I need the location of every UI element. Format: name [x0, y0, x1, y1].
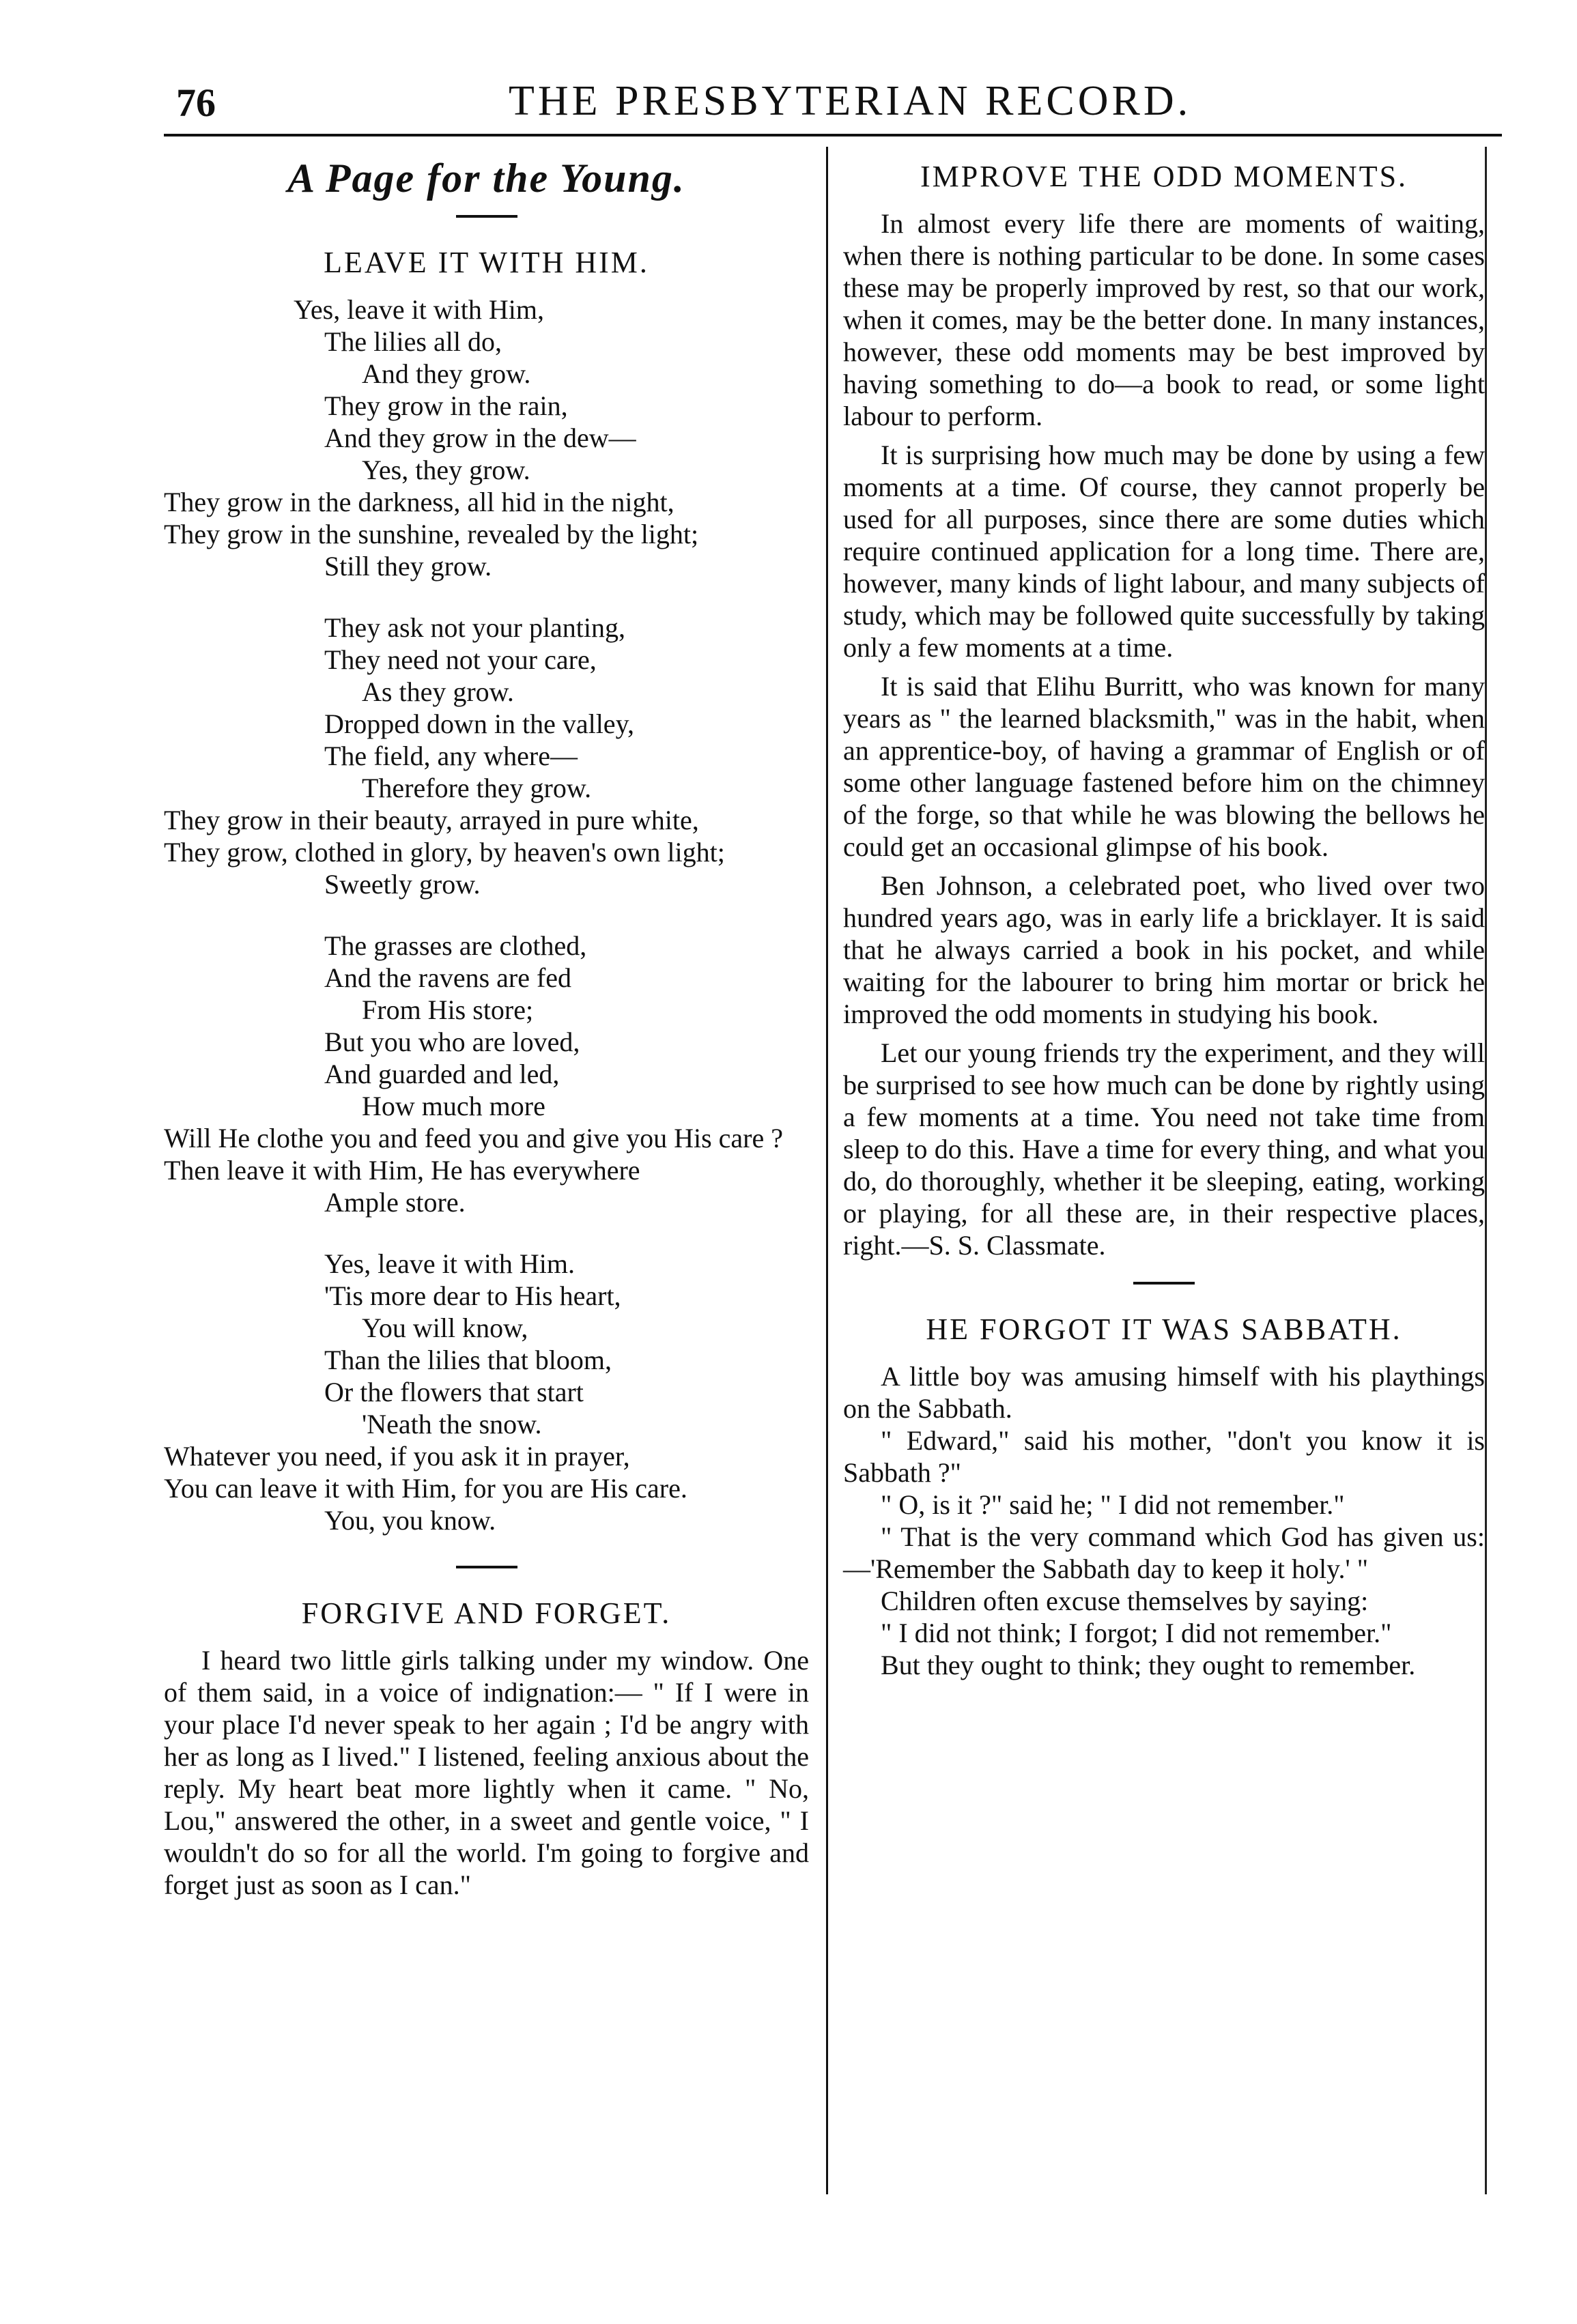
- poem-line: You, you know.: [324, 1505, 496, 1536]
- poem-line: Therefore they grow.: [362, 773, 592, 803]
- left-column: [164, 157, 809, 1901]
- poem-line: How much more: [362, 1091, 545, 1121]
- poem-line: The grasses are clothed,: [324, 930, 587, 961]
- article-paragraph: " O, is it ?" said he; " I did not remember.": [881, 1489, 1345, 1520]
- poem-line: And they grow.: [362, 358, 531, 389]
- article-divider: [1133, 1282, 1195, 1285]
- poem-line: The lilies all do,: [324, 326, 502, 357]
- story-title: FORGIVE AND FORGET.: [301, 1596, 672, 1630]
- article-paragraph: In almost every life there are moments of waiting, when there is nothing particular to be done. In some cases these may be properly improved by rest, so that our work, when it comes, may be the better done. In many instances, however, these odd moments may be best improved by having something to do—a book to read, or some light labour to perform.: [843, 208, 1485, 431]
- section-divider: [456, 215, 517, 218]
- poem-line: Or the flowers that start: [324, 1377, 584, 1407]
- article-title: HE FORGOT IT WAS SABBATH.: [926, 1312, 1402, 1346]
- poem-line: Sweetly grow.: [324, 869, 481, 900]
- poem-line: They grow, clothed in glory, by heaven's own light;: [164, 837, 725, 867]
- article-paragraph: It is said that Elihu Burritt, who was known for many years as " the learned blacksmith," was in the habit, when an apprentice-boy, of having a grammar of English or of some other language fastened before him on the chimney of the forge, so that while he was blowing the bellows he could get an occasional glimpse of his book.: [843, 671, 1485, 862]
- poem-line: Still they grow.: [324, 551, 492, 582]
- poem-line: You can leave it with Him, for you are His care.: [164, 1473, 687, 1504]
- poem-line: Ample store.: [324, 1187, 466, 1218]
- article-paragraph: But they ought to think; they ought to remember.: [881, 1650, 1416, 1680]
- poem-line: Whatever you need, if you ask it in prayer,: [164, 1441, 630, 1472]
- column-divider: [826, 147, 828, 2194]
- page-edge-rule: [1485, 147, 1487, 2194]
- poem-line: But you who are loved,: [324, 1027, 580, 1057]
- poem-stanza: [164, 612, 809, 900]
- article-paragraph: " Edward," said his mother, "don't you know it is Sabbath ?": [843, 1425, 1485, 1488]
- article-paragraph: Children often excuse themselves by saying:: [881, 1586, 1369, 1616]
- right-column: [843, 160, 1485, 1681]
- poem-line: They need not your care,: [324, 644, 597, 675]
- story-paragraph: I heard two little girls talking under my window. One of them said, in a voice of indignation:— " If I were in your place I'd never speak to her again ; I'd be angry with her as long as I lived." I listened, feeling anxious about the reply. My heart beat more lightly when it came. " No, Lou," answered the other, in a sweet and gentle voice, " I wouldn't do so for all the world. I'm going to forgive and forget just as soon as I can.": [164, 1645, 809, 1900]
- poem-line: You will know,: [362, 1312, 528, 1343]
- poem-line: Yes, leave it with Him,: [294, 294, 545, 325]
- poem-line: They grow in the darkness, all hid in the night,: [164, 487, 674, 517]
- journal-title: THE PRESBYTERIAN RECORD.: [509, 78, 1192, 124]
- section-divider: [456, 1566, 517, 1568]
- article-paragraph: Ben Johnson, a celebrated poet, who lived over two hundred years ago, was in early life a bricklayer. It is said that he always carried a book in his pocket, and while waiting for the labourer to bring him mortar or brick he improved the odd moments in studying his book.: [843, 870, 1485, 1029]
- poem-line: They grow in the sunshine, revealed by the light;: [164, 519, 699, 549]
- article-paragraph: " That is the very command which God has given us:—'Remember the Sabbath day to keep it holy.' ": [843, 1521, 1485, 1584]
- article-paragraph: " I did not think; I forgot; I did not remember.": [881, 1618, 1392, 1648]
- poem-stanza: [164, 1248, 809, 1536]
- poem-line: And guarded and led,: [324, 1059, 560, 1089]
- poem-line: Then leave it with Him, He has everywhere: [164, 1155, 640, 1186]
- poem-line: Yes, they grow.: [362, 455, 530, 485]
- poem-line: The field, any where—: [324, 741, 578, 771]
- poem-line: They grow in the rain,: [324, 390, 568, 421]
- poem-line: From His store;: [362, 994, 534, 1025]
- article-paragraph: A little boy was amusing himself with his playthings on the Sabbath.: [843, 1361, 1485, 1424]
- poem-line: Yes, leave it with Him.: [324, 1248, 576, 1279]
- page-number: 76: [176, 81, 216, 125]
- poem-line: They grow in their beauty, arrayed in pure white,: [164, 805, 699, 835]
- section-title: A Page for the Young.: [287, 156, 685, 201]
- poem-line: As they grow.: [362, 676, 514, 707]
- poem-line: They ask not your planting,: [324, 612, 626, 643]
- poem-line: Dropped down in the valley,: [324, 708, 634, 739]
- poem-line: 'Tis more dear to His heart,: [324, 1280, 621, 1311]
- article-paragraph: Let our young friends try the experiment, and they will be surprised to see how much can be done by rightly using a few moments at a time. You need not take time from sleep to do this. Have a time for every thing, and what you do, do thoroughly, whether it be sleeping, eating, working or playing, for all these are, in their respective places, right.—S. S. Classmate.: [843, 1037, 1485, 1261]
- poem-line: And the ravens are fed: [324, 962, 572, 993]
- article-title: IMPROVE THE ODD MOMENTS.: [920, 160, 1408, 193]
- article-paragraph: It is surprising how much may be done by using a few moments at a time. Of course, they cannot properly be used for all purposes, since there are some duties which require continued application for a long time. There are, however, many kinds of light labour, and many subjects of study, which may be followed quite successfully by taking only a few moments at a time.: [843, 440, 1485, 663]
- running-head: [0, 72, 1577, 133]
- poem-line: 'Neath the snow.: [362, 1409, 542, 1439]
- poem-stanza: [164, 930, 809, 1218]
- poem-stanza: [164, 293, 809, 582]
- header-rule: [164, 134, 1502, 137]
- poem-line: Than the lilies that bloom,: [324, 1345, 612, 1375]
- poem-line: And they grow in the dew—: [324, 422, 636, 453]
- poem-line: Will He clothe you and feed you and give you His care ?: [164, 1123, 783, 1153]
- poem-title: LEAVE IT WITH HIM.: [324, 246, 649, 279]
